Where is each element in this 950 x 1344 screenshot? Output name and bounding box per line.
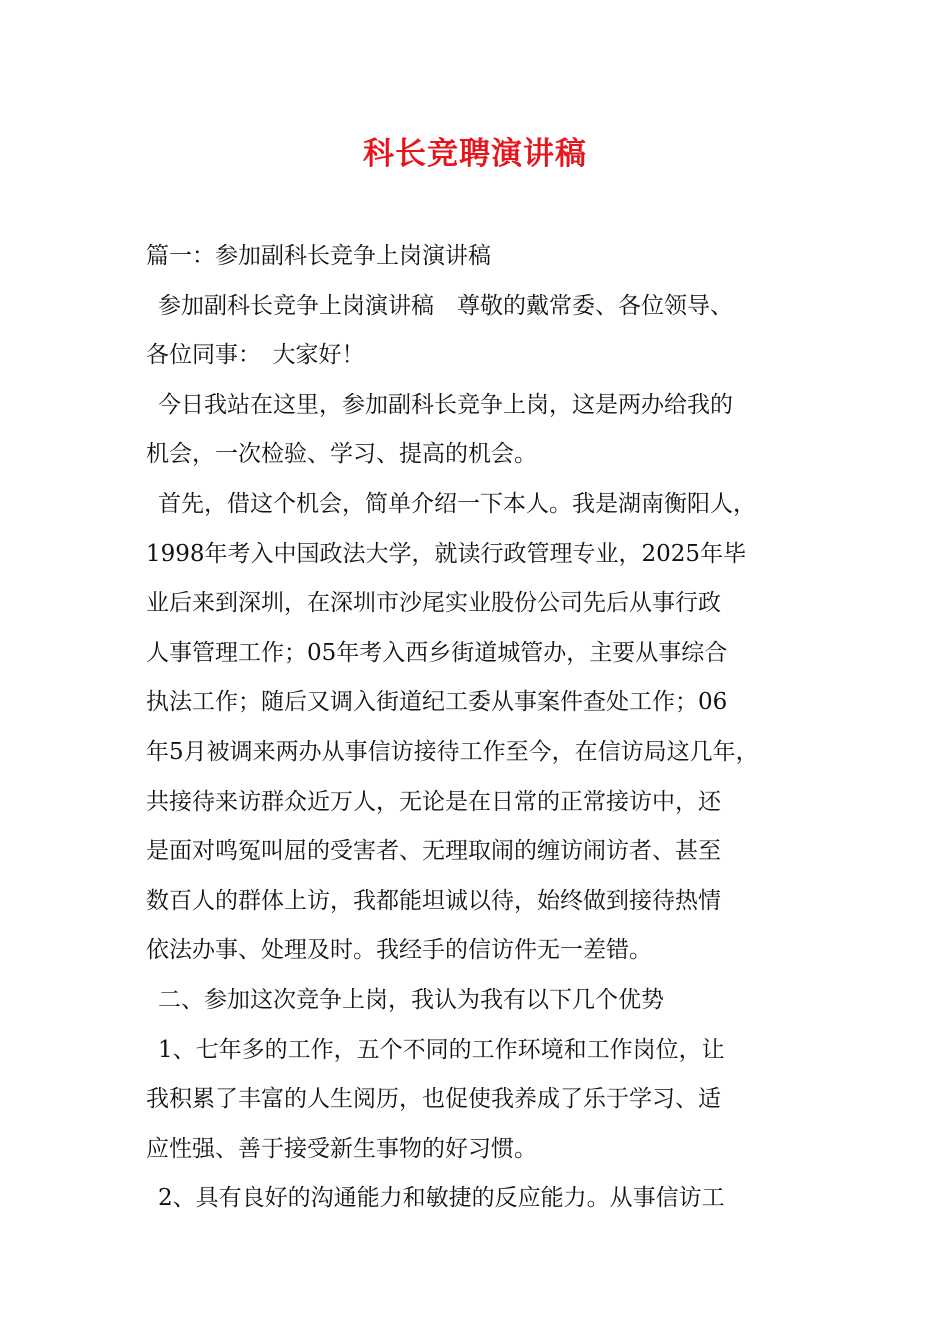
body-line: 共接待来访群众近万人，无论是在日常的正常接访中，还 [146,788,721,815]
body-line: 篇一：参加副科长竞争上岗演讲稿 [146,243,491,269]
document-title: 科长竞聘演讲稿 [363,136,587,172]
body-line: 今日我站在这里，参加副科长竞争上岗，这是两办给我的 [158,391,733,418]
document-body [146,232,816,1224]
body-line: 依法办事、处理及时。我经手的信访件无一差错。 [146,937,652,964]
body-line: 年5月被调来两办从事信访接待工作至今，在信访局这几年， [146,738,759,765]
body-line: 各位同事： 大家好！ [146,342,365,369]
body-line: 2、具有良好的沟通能力和敏捷的反应能力。从事信访工 [158,1185,725,1212]
body-line: 首先，借这个机会，简单介绍一下本人。我是湖南衡阳人， [158,490,756,517]
body-line: 人事管理工作；05年考入西乡街道城管办，主要从事综合 [146,639,728,666]
body-line: 参加副科长竞争上岗演讲稿 尊敬的戴常委、各位领导、 [158,292,733,319]
body-line: 我积累了丰富的人生阅历，也促使我养成了乐于学习、适 [146,1086,721,1113]
body-line: 是面对鸣冤叫屈的受害者、无理取闹的缠访闹访者、甚至 [146,838,721,865]
body-line: 应性强、善于接受新生事物的好习惯。 [146,1135,537,1162]
body-line: 业后来到深圳，在深圳市沙尾实业股份公司先后从事行政 [146,590,721,617]
body-line: 执法工作；随后又调入街道纪工委从事案件查处工作；06 [146,689,728,716]
body-line: 机会，一次检验、学习、提高的机会。 [146,441,537,468]
body-line: 二、参加这次竞争上岗，我认为我有以下几个优势 [158,986,664,1013]
body-line: 数百人的群体上访，我都能坦诚以待，始终做到接待热情 [146,887,721,914]
body-line: 1998年考入中国政法大学，就读行政管理专业，2025年毕 [146,540,747,567]
body-line: 1、七年多的工作，五个不同的工作环境和工作岗位，让 [158,1036,725,1063]
